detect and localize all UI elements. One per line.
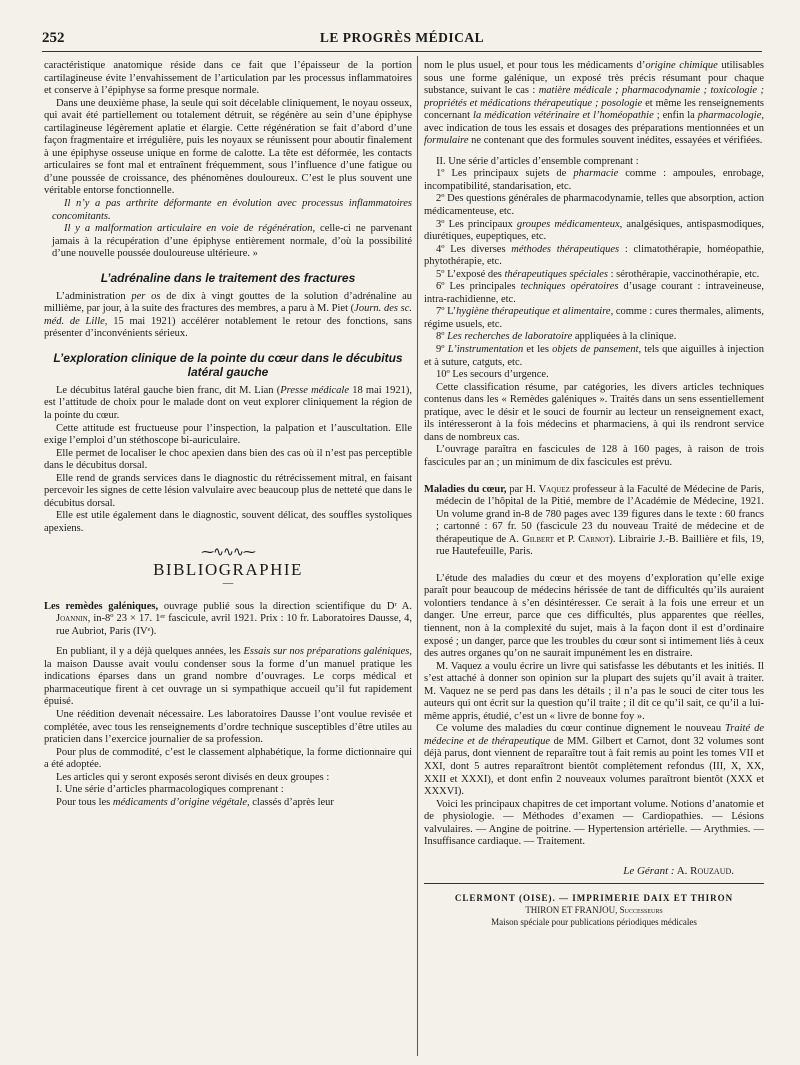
paragraph: L’administration per os de dix à vingt gouttes de la solution d’adrénaline au millième, par jour, à la suite des fractures des membres, a paru à M. Piet (Journ. des sc. méd. de Lille, 15 mai 1921) accélérer notablement le retour des fonctions, sans présenter d’inconvénients sérieux. (44, 290, 412, 340)
quote-paragraph: Il y a malformation articulaire en voie de régénération, celle-ci ne parvenant jamais à la récupération d’une épiphyse entièrement normale, d’où la possibilité d’une nouvelle poussée douloureuse ultérieure. » (52, 223, 412, 260)
list-item: 4º Les diverses méthodes thérapeutiques : climatothérapie, homéopathie, phytothérapie, etc. (424, 243, 764, 268)
list-item: 2º Des questions générales de pharmacodynamie, telles que absorption, action médicamenteuse, etc. (424, 193, 764, 218)
right-column (424, 60, 764, 1060)
list-item: 7º L’hygiène thérapeutique et alimentaire, comme : cures thermales, aliments, régime usuels, etc. (424, 306, 764, 330)
paragraph: Cette classification résume, par catégories, les divers articles techniques contenus dans les « Remèdes galéniques ». Traités dans un sens essentiellement pratique, avec le désir et le souci de fournir au lecteur un renseignement exact, ils intéresseront à la fois médecins et pharmaciens, à qui ils rendront service dans de nombreux cas. (424, 381, 764, 443)
gerant-signature: Le Gérant : A. Rouzaud. (623, 864, 734, 877)
list-item: 5º L’exposé des thérapeutiques spéciales : sérothérapie, vaccinothérapie, etc. (436, 268, 760, 280)
section-heading: L’exploration clinique de la pointe du cœur dans le décubitus latéral gauche (53, 350, 403, 379)
list-item: 9º L’instrumentation et les objets de pansement, tels que aiguilles à injection et à suture, catguts, etc. (424, 344, 764, 368)
paragraph: caractéristique anatomique réside dans ce fait que l’épaisseur de la portion cartilagineuse évite l’envahissement de l’articulation par les processus inflammatoires et conserve à l’épiphyse sa forme presque normale. (44, 60, 412, 97)
paragraph: L’étude des maladies du cœur et des moyens d’exploration qu’elle exige paraît pour beaucoup de médecins hérissée de tant de difficultés qu’ils auraient volontiers tendance à s’en désintéresser. Ce serait à la fois une erreur et un danger. Une erreur, parce que ces difficultés, plus apparentes que réelles, tiennent, non à la complexité du sujet, mais à la façon dont il est d’ordinaire exposé ; un danger, parce que les troubles du cœur sont si intimement liés à ceux des autres organes qu’on ne saurait impunément les en distraire. (424, 572, 764, 660)
book-entry: Maladies du cœur, par H. Vaquez professeur à la Faculté de Médecine de Paris, médecin de l’hôpital de la Pitié, membre de l’Académie de Médecine, 1921. Un volume grand in-8 de 780 pages avec 139 figures dans le texte : 60 francs ; cartonné : 67 fr. 50 (fascicule 23 du nouveau Traité de médecine et de thérapeutique de A. Gilbert et P. Carnot). Librairie J.-B. Baillière et fils, 19, rue Hautefeuille, Paris. (424, 483, 764, 558)
bibliography-title: BIBLIOGRAPHIE (153, 560, 303, 580)
title-dash: — (222, 577, 234, 589)
list-item: 10º Les secours d’urgence. (436, 369, 549, 381)
paragraph: Pour tous les médicaments d’origine végétale, classés d’après leur (56, 796, 334, 808)
paragraph: Pour plus de commodité, c’est le classement alphabétique, la forme dictionnaire qui a été adoptée. (44, 746, 412, 771)
paragraph: M. Vaquez a voulu écrire un livre qui satisfasse les débutants et les initiés. Il s’est attaché à donner son opinion sur la plupart des sujets qu’il avait à traiter. M. Vaquez ne se perd pas dans les détails ; il n’a pas le souci de citer tous les auteurs qui ont écrit sur la question qu’il traite ; il dit ce qu’il sait, ce qu’il a lui-même appris, étudié, c’est un « livre de bonne foy ». (424, 660, 764, 722)
paragraph: L’ouvrage paraîtra en fascicules de 128 à 160 pages, à raison de trois fascicules par an ; un minimum de dix fascicules est prévu. (424, 444, 764, 468)
paragraph: Elle est utile également dans le diagnostic, souvent délicat, des souffles systoliques apexiens. (44, 510, 412, 534)
paragraph: Elle rend de grands services dans le diagnostic du rétrécissement mitral, en faisant percevoir les signes de cette lésion valvulaire avec beaucoup plus de netteté que dans le décubitus dorsal. (44, 472, 412, 509)
paragraph: Voici les principaux chapitres de cet important volume. Notions d’anatomie et de physiologie. — Méthodes d’examen — Cardiopathies. — Lésions valvulaires. — Angine de poitrine. — Hypertension artérielle. — Arythmies. — Insuffisance cardiaque. — Traitement. (424, 798, 764, 848)
printer-line: Maison spéciale pour publications périodiques médicales (491, 917, 697, 928)
paragraph: nom le plus usuel, et pour tous les médicaments d’origine chimique utilisables sous une forme galénique, un exposé très précis résumant pour chaque substance, suivant le cas : matière médicale ; pharmacodynamie ; toxicologie ; propriétés et médications thérapeutique ; posologie et même les renseignements concernant la médication vétérinaire et l’homéopathie ; enfin la pharmacologie, avec indication de tous les essais et dosages des préparations mentionnées et un formulaire ne contenant que des formules souvent inédites, essayées et vérifiées. (424, 60, 764, 147)
paragraph: Les articles qui y seront exposés seront divisés en deux groupes : (56, 771, 330, 783)
paragraph: Elle permet de localiser le choc apexien dans bien des cas où il n’est pas perceptible dans le décubitus dorsal. (44, 447, 412, 472)
printer-line: CLERMONT (OISE). — IMPRIMERIE DAIX ET THIRON (454, 893, 734, 904)
paragraph: En publiant, il y a déjà quelques années, les Essais sur nos préparations galéniques, la maison Dausse avait voulu condenser sous la forme d’un manuel pratique les indications éparses dans un grand nombre d’ouvrages. Le corps médical et pharmaceutique firent à cet ouvrage un si sympathique accueil qu’il fut rapidement épuisé. (44, 646, 412, 708)
column-separator (417, 56, 418, 1056)
paragraph: I. Une série d’articles pharmacologiques comprenant : (56, 784, 284, 796)
paragraph: Cette attitude est fructueuse pour l’inspection, la palpation et l’auscultation. Elle exige l’emploi d’un stéthoscope bi-auriculaire. (44, 422, 412, 447)
running-title: LE PROGRÈS MÉDICAL (319, 30, 485, 45)
page-number: 252 (42, 30, 65, 46)
printer-rule (424, 883, 764, 884)
paragraph: Dans une deuxième phase, la seule qui soit décelable cliniquement, le noyau osseux, qui avait été partiellement ou totalement détruit, se régénère au sein d’une épiphyse cartilagineuse légèrement aplatie et élargie. Cette régénération se fait d’abord d’une façon fragmentaire et irrégulière, puis les noyaux se réunissent pour aboutir finalement à une épiphyse osseuse unique en forme de calotte. La tête est déformée, les contacts articulaires se font mal et entraînent fréquemment, sous l’influence d’une fatigue ou d’une poussée de croissance, des phénomènes douloureux. C’est le plus souvent une véritable entorse fonctionnelle. (44, 97, 412, 197)
printer-imprint (424, 892, 764, 928)
book-entry: Les remèdes galéniques, ouvrage publié sous la direction scientifique du Dʳ A. Joannin, in-8º 23 × 17. 1ᵉʳ fascicule, avril 1921. Prix : 10 fr. Laboratoires Dausse, 4, rue Aubriot, Paris (IVᵉ). (44, 600, 412, 637)
ornament-divider: ⁓∿∿∿⁓ (201, 543, 255, 559)
paragraph: Le décubitus latéral gauche bien franc, dit M. Lian (Presse médicale 18 mai 1921), est l’attitude de choix pour le malade dont on veut explorer cliniquement la région de la pointe du cœur. (44, 384, 412, 422)
left-column (44, 60, 412, 1060)
list-item: 1º Les principaux sujets de pharmacie comme : ampoules, enrobage, incompatibilité, standarisation, etc. (424, 168, 764, 192)
paragraph: Ce volume des maladies du cœur continue dignement le nouveau Traité de médecine et de thérapeutique de MM. Gilbert et Carnot, dont 32 volumes sont déjà parus, dont viennent de reparaître tout à fait remis au point les tomes VII et XXI, dont 5 autres reparaîtront bientôt complètement refondus (III, X, XX, XXII et XXXI), et dont enfin 2 nouveaux volumes paraîtront bientôt (XXX et XXXVI). (424, 723, 764, 798)
list-item: 6º Les principales techniques opératoires d’usage courant : intraveineuse, intra-rachidienne, etc. (424, 281, 764, 305)
header-rule (42, 51, 762, 52)
page-header (42, 30, 762, 50)
paragraph: Une réédition devenait nécessaire. Les laboratoires Dausse l’ont voulue revisée et complétée, avec tous les renseignements d’ordre technique susceptibles d’être utiles au praticien dans l’exercice journalier de sa profession. (44, 708, 412, 746)
list-item: 8º Les recherches de laboratoire appliquées à la clinique. (436, 331, 677, 343)
section-heading: L’adrénaline dans le traitement des fractures (100, 270, 356, 285)
quote-paragraph: Il n’y a pas arthrite déformante en évolution avec processus inflammatoires concomitants. (52, 198, 412, 222)
printer-line: THIRON ET FRANJOU, Successeurs (525, 905, 663, 916)
list-item: 3º Les principaux groupes médicamenteux, analgésiques, antispasmodiques, diurétiques, eupeptiques, etc. (424, 218, 764, 243)
paragraph: II. Une série d’articles d’ensemble comprenant : (436, 155, 639, 167)
